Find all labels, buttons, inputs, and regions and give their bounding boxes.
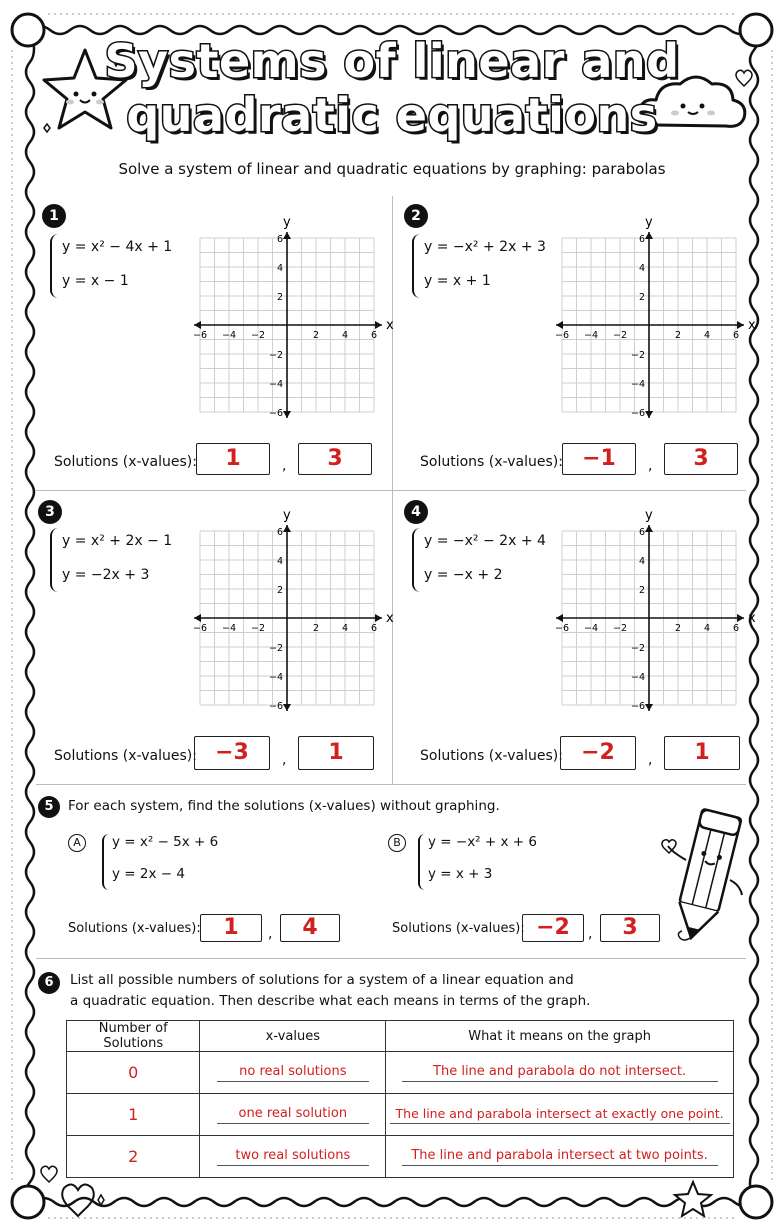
arrow-up-icon: [283, 525, 291, 532]
arrow-left-icon: [556, 321, 563, 329]
y-axis-label: y: [283, 215, 291, 230]
y-tick-label: −2: [268, 350, 283, 361]
equation-quadratic: y = −x² + x + 6: [428, 834, 537, 850]
x-tick-label: −4: [221, 623, 237, 634]
coordinate-grid[interactable]: [190, 503, 394, 723]
star-icon: [675, 1182, 711, 1216]
x-tick-label: 6: [370, 623, 378, 634]
equation-system: [112, 826, 218, 890]
table-header-row: [67, 1021, 734, 1052]
sparkle-icon: [98, 1195, 104, 1205]
arrow-up-icon: [645, 232, 653, 239]
comma: ,: [268, 926, 273, 942]
meaning-cell[interactable]: [386, 1136, 734, 1178]
coordinate-grid[interactable]: [190, 210, 394, 430]
solutions-label: Solutions (x-values):: [420, 748, 563, 764]
x-tick-label: −6: [192, 330, 208, 341]
x-axis-label: x: [748, 611, 756, 626]
equation-quadratic: y = x² − 4x + 1: [62, 239, 173, 255]
equation-quadratic: y = x² + 2x − 1: [62, 533, 173, 549]
x-axis-label: x: [748, 318, 756, 333]
answer-box[interactable]: 4: [280, 914, 340, 942]
equation-system: [62, 230, 172, 298]
comma: ,: [648, 458, 653, 474]
problem-number: 1: [42, 204, 66, 228]
table-row: [67, 1136, 734, 1178]
answer-box[interactable]: −1: [562, 443, 636, 475]
y-tick-label: 4: [276, 556, 283, 567]
equation-system: [428, 826, 537, 890]
meaning-answer: The line and parabola intersect at exactly one point.: [390, 1106, 730, 1124]
coordinate-grid[interactable]: [552, 210, 756, 430]
xvalues-cell[interactable]: [200, 1136, 386, 1178]
y-tick-label: −6: [268, 408, 283, 419]
y-tick-label: 2: [638, 292, 645, 303]
arrow-up-icon: [283, 232, 291, 239]
y-tick-label: −6: [268, 701, 283, 712]
x-axis-label: x: [386, 611, 394, 626]
y-tick-label: −4: [630, 672, 645, 683]
x-tick-label: −6: [192, 623, 208, 634]
y-tick-label: −4: [268, 379, 283, 390]
solution-count: 1: [67, 1094, 200, 1136]
divider: [36, 784, 746, 785]
answer-box[interactable]: −3: [194, 736, 270, 770]
arrow-down-icon: [645, 411, 653, 418]
solution-count: 0: [67, 1052, 200, 1094]
x-tick-label: 6: [732, 330, 740, 341]
solution-count: 2: [67, 1136, 200, 1178]
problem-number: 4: [404, 500, 428, 524]
solutions-label: Solutions (x-values):: [54, 748, 197, 764]
equation-linear: y = x + 3: [428, 866, 493, 882]
y-tick-label: 6: [276, 234, 283, 245]
problem-number: 5: [38, 796, 60, 818]
equation-linear: y = −x + 2: [424, 567, 503, 583]
y-tick-label: −6: [630, 701, 645, 712]
brace: [412, 234, 420, 298]
answer-box[interactable]: −2: [522, 914, 584, 942]
brace: [50, 234, 58, 298]
column-header: What it means on the graph: [386, 1021, 734, 1052]
y-tick-label: −4: [268, 672, 283, 683]
section-instruction: For each system, find the solutions (x-values) without graphing.: [68, 798, 500, 814]
divider: [392, 196, 393, 784]
arrow-left-icon: [194, 321, 201, 329]
equation-quadratic: y = −x² + 2x + 3: [424, 239, 546, 255]
arrow-down-icon: [283, 411, 291, 418]
x-tick-label: −2: [250, 330, 266, 341]
part-letter: B: [388, 834, 406, 852]
answer-box[interactable]: 1: [298, 736, 374, 770]
problem-number: 6: [38, 972, 60, 994]
column-header: x-values: [200, 1021, 386, 1052]
brace: [102, 834, 109, 890]
corner-circle-bottom-left: [12, 1186, 44, 1218]
part-letter: A: [68, 834, 86, 852]
x-tick-label: 6: [370, 330, 378, 341]
x-tick-label: −2: [250, 623, 266, 634]
x-tick-label: −6: [554, 623, 570, 634]
answer-box[interactable]: 1: [664, 736, 740, 770]
y-axis-label: y: [283, 508, 291, 523]
solutions-table: [66, 1020, 734, 1178]
problem-number: 2: [404, 204, 428, 228]
y-tick-label: −4: [630, 379, 645, 390]
y-axis-label: y: [645, 215, 653, 230]
page-subtitle: Solve a system of linear and quadratic equations by graphing: parabolas: [118, 160, 666, 178]
y-tick-label: 6: [638, 234, 645, 245]
x-tick-label: −2: [612, 330, 628, 341]
answer-box[interactable]: 1: [196, 443, 270, 475]
solutions-label: Solutions (x-values):: [54, 454, 197, 470]
coordinate-grid[interactable]: [552, 503, 756, 723]
xvalues-answer: two real solutions: [217, 1148, 369, 1166]
equation-linear: y = 2x − 4: [112, 866, 185, 882]
problem-number: 3: [38, 500, 62, 524]
meaning-cell[interactable]: [386, 1094, 734, 1136]
section-instruction-line-1: List all possible numbers of solutions for a system of a linear equation and: [70, 972, 574, 988]
meaning-answer: The line and parabola intersect at two points.: [402, 1148, 718, 1166]
y-tick-label: 2: [638, 585, 645, 596]
y-tick-label: 6: [276, 527, 283, 538]
heart-icon: [41, 1166, 57, 1182]
x-axis-label: x: [386, 318, 394, 333]
y-axis-label: y: [645, 508, 653, 523]
brace: [50, 528, 58, 592]
y-tick-label: −2: [630, 643, 645, 654]
brace: [418, 834, 425, 890]
y-tick-label: 4: [638, 263, 645, 274]
x-tick-label: −6: [554, 330, 570, 341]
x-tick-label: −4: [583, 623, 599, 634]
divider: [36, 490, 746, 491]
table-row: [67, 1052, 734, 1094]
equation-linear: y = −2x + 3: [62, 567, 150, 583]
solutions-label: Solutions (x-values):: [392, 921, 525, 936]
column-header: Number of Solutions: [67, 1021, 200, 1052]
x-tick-label: 4: [341, 623, 349, 634]
equation-quadratic: y = −x² − 2x + 4: [424, 533, 546, 549]
answer-box[interactable]: 1: [200, 914, 262, 942]
y-tick-label: −2: [268, 643, 283, 654]
solutions-label: Solutions (x-values):: [420, 454, 563, 470]
brace: [412, 528, 420, 592]
answer-box[interactable]: 3: [298, 443, 372, 475]
answer-box[interactable]: 3: [600, 914, 660, 942]
comma: ,: [282, 458, 287, 474]
comma: ,: [588, 926, 593, 942]
y-tick-label: 4: [276, 263, 283, 274]
xvalues-answer: no real solutions: [217, 1064, 369, 1082]
x-tick-label: 2: [312, 330, 320, 341]
solutions-label: Solutions (x-values):: [68, 921, 201, 936]
arrow-down-icon: [645, 704, 653, 711]
comma: ,: [282, 752, 287, 768]
equation-linear: y = x + 1: [424, 273, 491, 289]
x-tick-label: −4: [583, 330, 599, 341]
arrow-left-icon: [556, 614, 563, 622]
answer-box[interactable]: 3: [664, 443, 738, 475]
x-tick-label: −4: [221, 330, 237, 341]
equation-system: [424, 524, 546, 592]
divider: [36, 958, 746, 959]
x-tick-label: −2: [612, 623, 628, 634]
equation-quadratic: y = x² − 5x + 6: [112, 834, 219, 850]
y-tick-label: 6: [638, 527, 645, 538]
y-tick-label: −6: [630, 408, 645, 419]
arrow-up-icon: [645, 525, 653, 532]
x-tick-label: 6: [732, 623, 740, 634]
x-tick-label: 2: [674, 330, 682, 341]
x-tick-label: 4: [341, 330, 349, 341]
x-tick-label: 4: [703, 623, 711, 634]
page-title-line-2: quadratic equations: [126, 88, 658, 142]
x-tick-label: 2: [674, 623, 682, 634]
comma: ,: [648, 752, 653, 768]
y-tick-label: 2: [276, 292, 283, 303]
meaning-cell[interactable]: [386, 1052, 734, 1094]
xvalues-cell[interactable]: [200, 1052, 386, 1094]
equation-linear: y = x − 1: [62, 273, 129, 289]
page-title-line-1: Systems of linear and: [104, 34, 680, 88]
answer-box[interactable]: −2: [560, 736, 636, 770]
y-tick-label: 4: [638, 556, 645, 567]
x-tick-label: 4: [703, 330, 711, 341]
equation-system: [424, 230, 546, 298]
corner-circle-bottom-right: [740, 1186, 772, 1218]
meaning-answer: The line and parabola do not intersect.: [402, 1064, 718, 1082]
xvalues-cell[interactable]: [200, 1094, 386, 1136]
pencil-mascot-icon: [662, 809, 742, 943]
table-row: [67, 1094, 734, 1136]
y-tick-label: −2: [630, 350, 645, 361]
xvalues-answer: one real solution: [217, 1106, 369, 1124]
section-instruction-line-2: a quadratic equation. Then describe what each means in terms of the graph.: [70, 993, 591, 1009]
equation-system: [62, 524, 172, 592]
arrow-down-icon: [283, 704, 291, 711]
y-tick-label: 2: [276, 585, 283, 596]
x-tick-label: 2: [312, 623, 320, 634]
arrow-left-icon: [194, 614, 201, 622]
